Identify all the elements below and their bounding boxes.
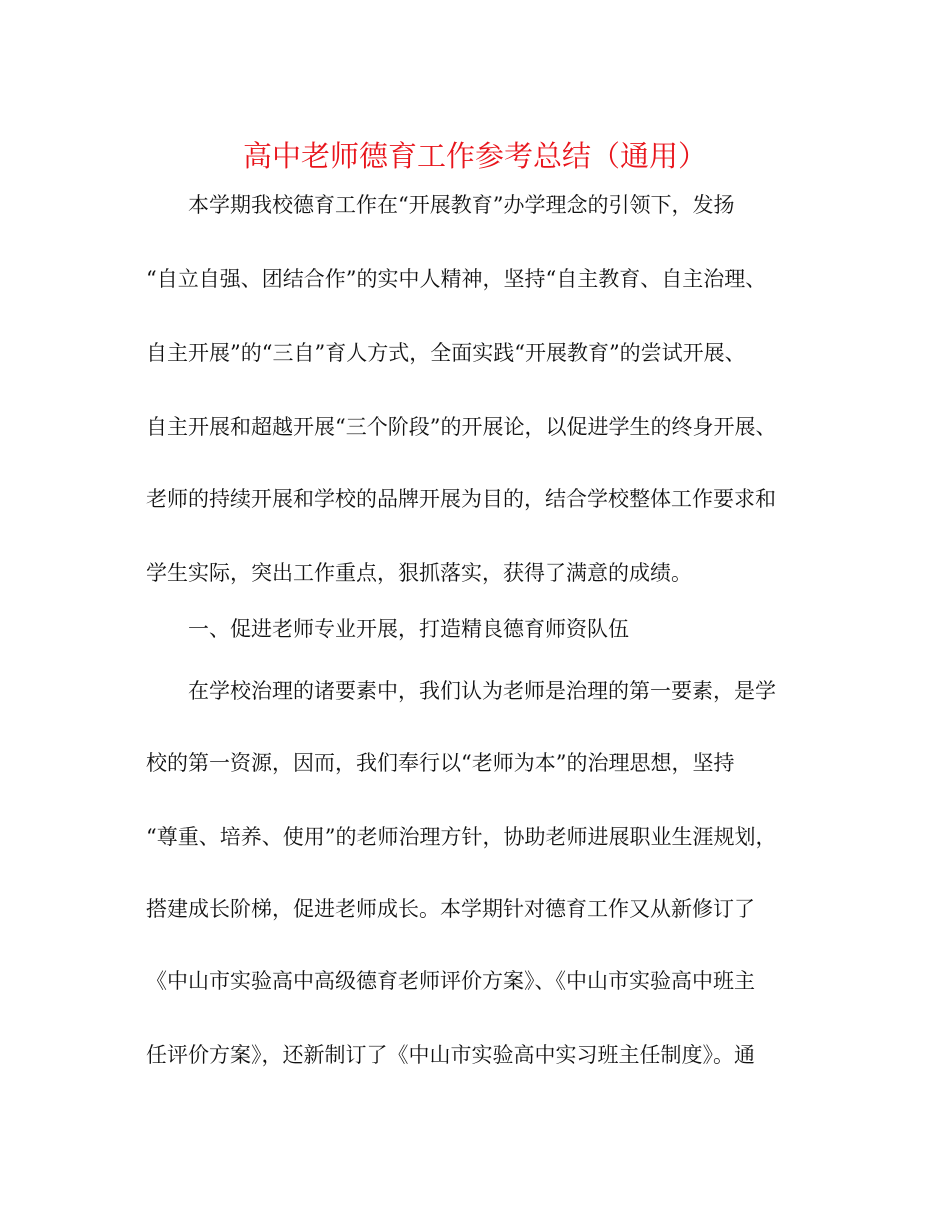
document-title: 高中老师德育工作参考总结（通用） [242,139,707,173]
paragraph-line: 老师的持续开展和学校的品牌开展为目的，结合学校整体工作要求和 [146,487,776,511]
paragraph-line: 校的第一资源，因而，我们奉行以“老师为本”的治理思想，坚持 [146,751,735,775]
paragraph-line: 学生实际，突出工作重点，狠抓落实，获得了满意的成绩。 [146,561,692,585]
paragraph-line: 自主开展和超越开展“三个阶段”的开展论，以促进学生的终身开展、 [146,415,777,439]
paragraph-line: 《中山市实验高中高级德育老师评价方案》、《中山市实验高中班主 [146,969,755,993]
paragraph-line: “尊重、培养、使用”的老师治理方针，协助老师进展职业生涯规划， [146,825,777,849]
paragraph-line: 任评价方案》，还新制订了《中山市实验高中实习班主任制度》。通 [146,1043,755,1067]
paragraph-line: 搭建成长阶梯，促进老师成长。本学期针对德育工作又从新修订了 [146,897,755,921]
paragraph-line: 自主开展”的“三自”育人方式，全面实践“开展教育”的尝试开展、 [146,341,746,365]
paragraph-line: 本学期我校德育工作在“开展教育”办学理念的引领下，发扬 [188,193,735,217]
paragraph-line: 在学校治理的诸要素中，我们认为老师是治理的第一要素，是学 [188,679,776,703]
paragraph-line: “自立自强、团结合作”的实中人精神，坚持“自主教育、自主治理、 [146,267,767,291]
section-heading: 一、促进老师专业开展，打造精良德育师资队伍 [188,617,629,641]
